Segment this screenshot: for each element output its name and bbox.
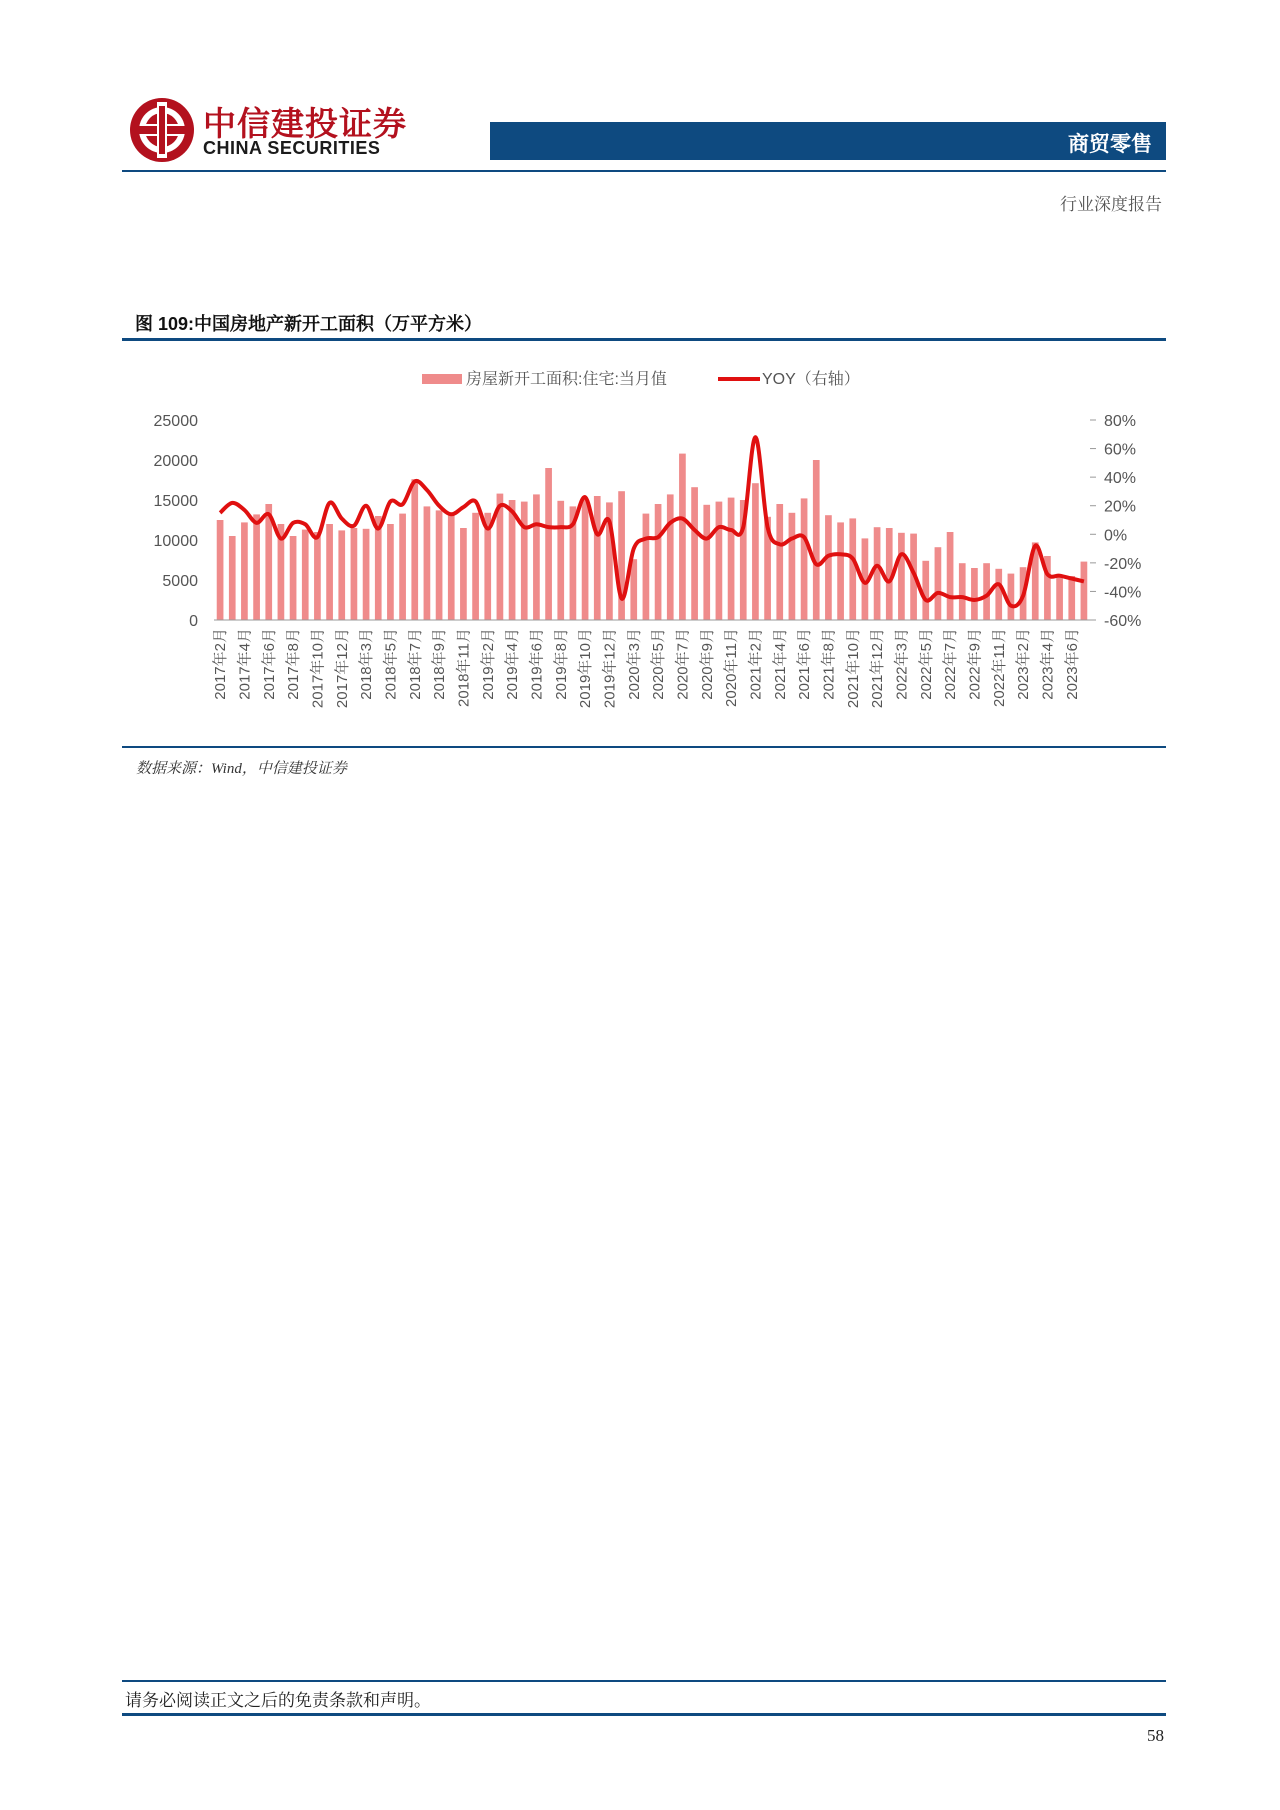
x-tick-label: 2018年3月 bbox=[358, 628, 376, 700]
sector-banner bbox=[490, 122, 1166, 160]
bar-11 bbox=[351, 528, 358, 620]
company-name-en: CHINA SECURITIES bbox=[203, 138, 381, 158]
right-axis-ticks bbox=[1090, 413, 1141, 630]
x-tick-label: 2021年12月 bbox=[869, 628, 887, 709]
bar-16 bbox=[411, 479, 418, 620]
bar-13 bbox=[375, 516, 382, 620]
x-tick-label: 2021年2月 bbox=[747, 628, 765, 700]
x-tick-label: 2023年4月 bbox=[1039, 628, 1057, 700]
bar-42 bbox=[728, 498, 735, 620]
x-tick-label: 2017年8月 bbox=[285, 628, 303, 700]
x-tick-label: 2022年7月 bbox=[942, 628, 960, 700]
x-tick-label: 2022年11月 bbox=[990, 628, 1008, 707]
figure-top-rule bbox=[122, 338, 1166, 341]
bar-28 bbox=[557, 501, 564, 620]
yoy-series bbox=[220, 437, 1084, 606]
legend-line-label: YOY（右轴） bbox=[762, 371, 860, 388]
bar-54 bbox=[874, 527, 881, 620]
sector-label: 商贸零售 bbox=[1068, 133, 1152, 156]
x-tick-label: 2022年3月 bbox=[893, 628, 911, 700]
bar-56 bbox=[898, 533, 905, 620]
bar-52 bbox=[849, 518, 856, 620]
left-tick-label: 0 bbox=[189, 613, 198, 630]
bar-0 bbox=[217, 520, 224, 620]
left-tick-label: 20000 bbox=[153, 453, 198, 470]
bar-12 bbox=[363, 529, 370, 620]
bar-18 bbox=[436, 510, 443, 620]
legend-bar-label: 房屋新开工面积:住宅:当月值 bbox=[466, 371, 667, 388]
left-axis-ticks bbox=[154, 413, 199, 630]
x-tick-label: 2023年6月 bbox=[1063, 628, 1081, 700]
bar-65 bbox=[1008, 574, 1015, 620]
right-tick-label: 80% bbox=[1104, 413, 1137, 430]
right-tick-label: 0% bbox=[1104, 527, 1128, 545]
x-tick-label: 2017年2月 bbox=[212, 628, 230, 700]
x-tick-label: 2019年8月 bbox=[552, 628, 570, 700]
bar-38 bbox=[679, 454, 686, 620]
bar-44 bbox=[752, 483, 759, 620]
x-tick-label: 2017年10月 bbox=[309, 628, 327, 709]
yoy-line bbox=[220, 437, 1084, 606]
bar-21 bbox=[472, 513, 479, 620]
x-axis-ticks bbox=[211, 628, 1081, 708]
bar-27 bbox=[545, 468, 552, 620]
bar-7 bbox=[302, 530, 309, 620]
right-tick-label: 20% bbox=[1104, 498, 1137, 516]
bar-62 bbox=[971, 568, 978, 620]
bar-46 bbox=[776, 504, 783, 620]
x-tick-label: 2020年11月 bbox=[723, 628, 741, 707]
disclaimer: 请务必阅读正文之后的免责条款和声明。 bbox=[125, 1691, 431, 1711]
right-tick-label: -20% bbox=[1104, 555, 1142, 573]
x-tick-label: 2017年6月 bbox=[260, 628, 278, 700]
bar-17 bbox=[424, 506, 431, 620]
page-number: 58 bbox=[1147, 1726, 1164, 1745]
bar-61 bbox=[959, 563, 966, 620]
left-tick-label: 5000 bbox=[162, 573, 198, 590]
bar-19 bbox=[448, 513, 455, 620]
footer-bottom-rule bbox=[122, 1713, 1166, 1716]
figure-bottom-rule bbox=[122, 746, 1166, 748]
left-tick-label: 10000 bbox=[153, 533, 198, 550]
x-tick-label: 2018年11月 bbox=[455, 628, 473, 707]
bar-59 bbox=[935, 547, 942, 620]
header-divider bbox=[122, 170, 1166, 172]
bar-40 bbox=[703, 505, 710, 620]
x-tick-label: 2019年12月 bbox=[601, 628, 619, 709]
bar-3 bbox=[253, 514, 260, 620]
bar-36 bbox=[655, 504, 662, 620]
x-tick-label: 2022年9月 bbox=[966, 628, 984, 700]
bar-48 bbox=[801, 498, 808, 620]
legend-bar-swatch bbox=[422, 374, 462, 384]
bar-10 bbox=[338, 530, 345, 620]
x-tick-label: 2020年9月 bbox=[698, 628, 716, 700]
bar-6 bbox=[290, 536, 297, 620]
bar-14 bbox=[387, 524, 394, 620]
bar-37 bbox=[667, 494, 674, 620]
new-construction-chart bbox=[122, 350, 1162, 742]
x-tick-label: 2021年8月 bbox=[820, 628, 838, 700]
bar-8 bbox=[314, 532, 321, 620]
bar-24 bbox=[509, 500, 516, 620]
x-tick-label: 2018年5月 bbox=[382, 628, 400, 700]
bar-58 bbox=[922, 561, 929, 620]
x-tick-label: 2021年10月 bbox=[844, 628, 862, 709]
bar-69 bbox=[1056, 577, 1063, 620]
right-tick-label: -60% bbox=[1104, 613, 1142, 630]
figure-title: 图 109:中国房地产新开工面积（万平方米） bbox=[135, 314, 483, 334]
left-tick-label: 15000 bbox=[153, 493, 198, 510]
x-tick-label: 2019年2月 bbox=[479, 628, 497, 700]
report-type: 行业深度报告 bbox=[1060, 195, 1162, 215]
x-tick-label: 2021年4月 bbox=[771, 628, 789, 700]
bar-71 bbox=[1081, 562, 1088, 620]
bar-31 bbox=[594, 496, 601, 620]
x-tick-label: 2019年6月 bbox=[528, 628, 546, 700]
x-tick-label: 2019年10月 bbox=[577, 628, 595, 709]
bar-25 bbox=[521, 502, 528, 620]
company-name-cn: 中信建投证券 bbox=[203, 105, 407, 142]
data-source: 数据来源：Wind，中信建投证券 bbox=[136, 761, 347, 777]
bar-2 bbox=[241, 522, 248, 620]
bar-1 bbox=[229, 536, 236, 620]
bar-30 bbox=[582, 498, 589, 620]
bar-50 bbox=[825, 515, 832, 620]
x-tick-label: 2021年6月 bbox=[796, 628, 814, 700]
bar-70 bbox=[1068, 576, 1075, 620]
x-tick-label: 2023年2月 bbox=[1015, 628, 1033, 700]
bar-41 bbox=[716, 502, 723, 620]
bar-60 bbox=[947, 532, 954, 620]
bar-15 bbox=[399, 514, 406, 620]
bar-20 bbox=[460, 528, 467, 620]
x-tick-label: 2018年7月 bbox=[406, 628, 424, 700]
china-securities-logo-icon bbox=[128, 96, 196, 164]
bar-47 bbox=[789, 513, 796, 620]
x-tick-label: 2018年9月 bbox=[431, 628, 449, 700]
right-tick-label: 40% bbox=[1104, 470, 1137, 488]
bar-26 bbox=[533, 494, 540, 620]
chart-legend bbox=[422, 370, 860, 388]
footer-top-rule bbox=[122, 1680, 1166, 1682]
x-tick-label: 2020年3月 bbox=[625, 628, 643, 700]
bar-35 bbox=[643, 514, 650, 620]
bar-39 bbox=[691, 487, 698, 620]
x-tick-label: 2020年7月 bbox=[674, 628, 692, 700]
right-tick-label: 60% bbox=[1104, 441, 1137, 459]
x-tick-label: 2017年4月 bbox=[236, 628, 254, 700]
x-tick-label: 2022年5月 bbox=[917, 628, 935, 700]
bar-51 bbox=[837, 522, 844, 620]
right-tick-label: -40% bbox=[1104, 584, 1142, 602]
x-tick-label: 2017年12月 bbox=[333, 628, 351, 709]
bar-9 bbox=[326, 524, 333, 620]
x-tick-label: 2019年4月 bbox=[504, 628, 522, 700]
left-tick-label: 25000 bbox=[153, 413, 198, 430]
x-tick-label: 2020年5月 bbox=[650, 628, 668, 700]
bar-64 bbox=[995, 569, 1002, 620]
bar-49 bbox=[813, 460, 820, 620]
